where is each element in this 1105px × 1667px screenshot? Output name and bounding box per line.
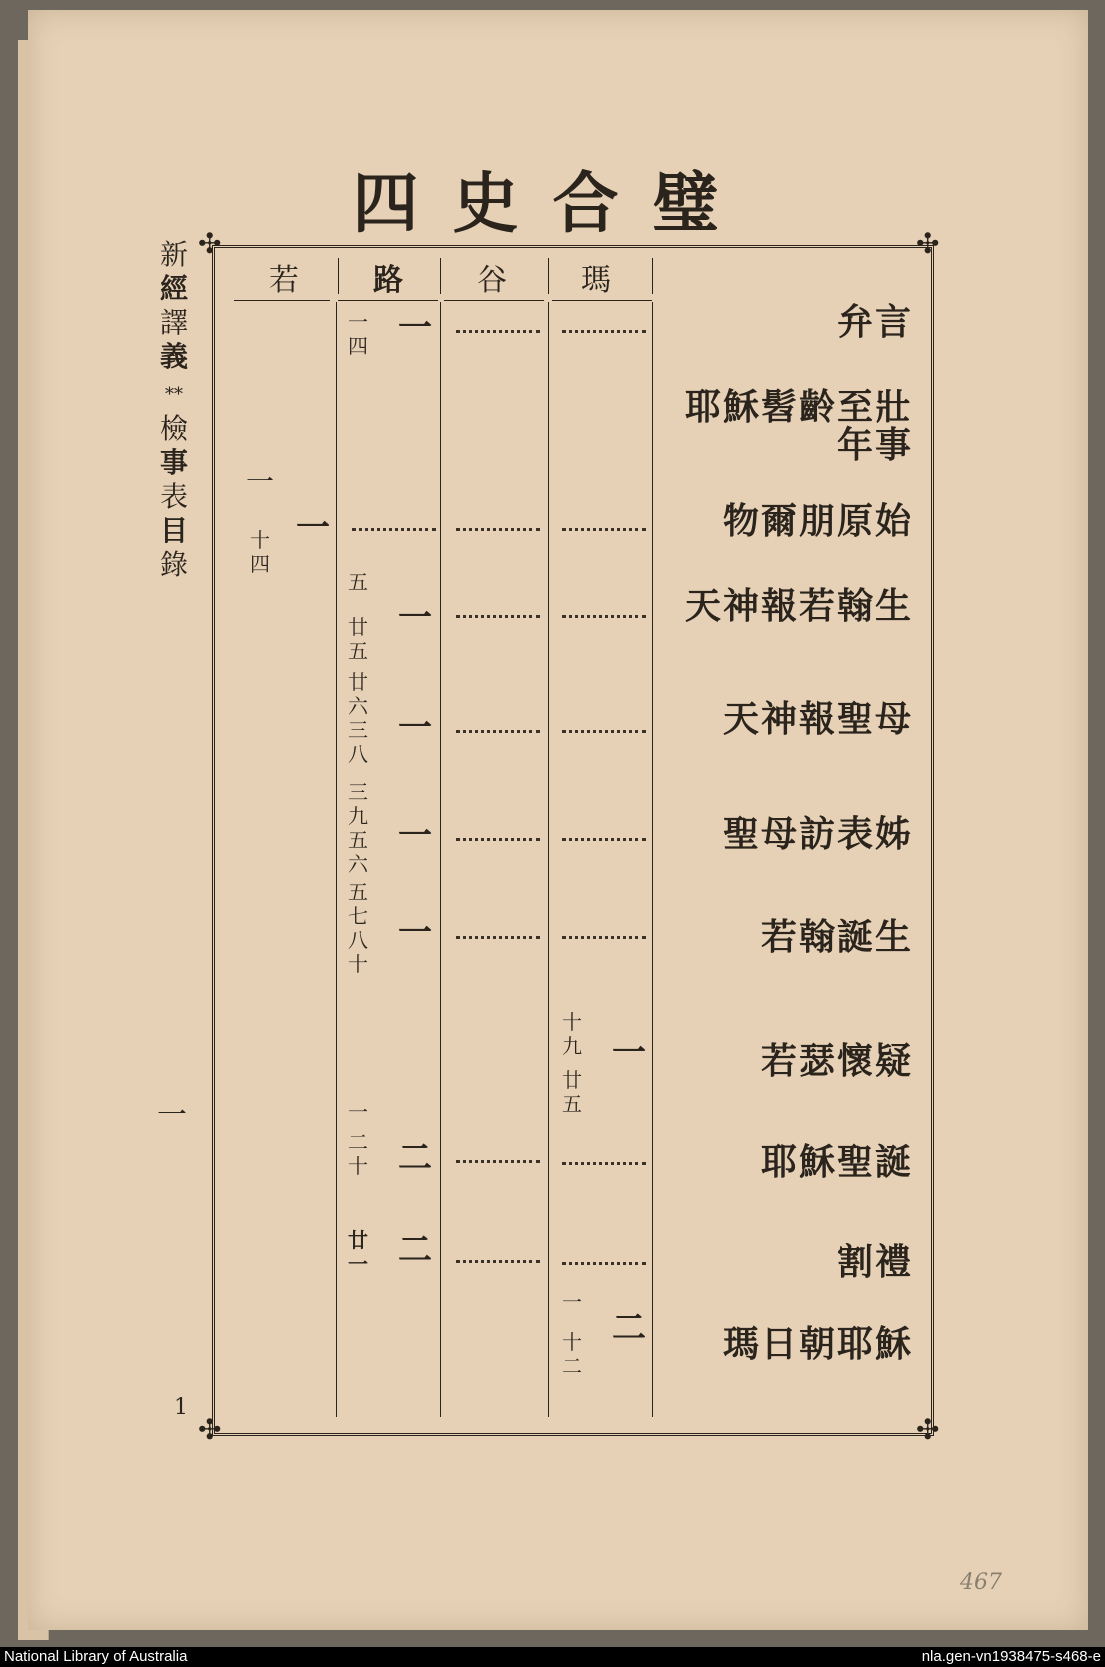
dot-leader bbox=[456, 615, 540, 618]
sidebar-char: 經 bbox=[159, 272, 188, 305]
footer-bar bbox=[0, 1647, 1105, 1667]
column-header-ruo: 若 bbox=[269, 263, 299, 298]
row-label: 若瑟懷疑 bbox=[760, 1040, 913, 1082]
verse-ref: 一 bbox=[562, 1290, 582, 1314]
corner-ornament: ✣ bbox=[198, 227, 222, 260]
column-divider bbox=[338, 258, 339, 294]
column-rule bbox=[440, 302, 441, 1417]
header-rule bbox=[234, 300, 330, 301]
verse-ref: 十九 bbox=[562, 1010, 582, 1058]
column-header-ma: 瑪 bbox=[581, 263, 611, 298]
chapter-marker: 一 bbox=[398, 708, 432, 748]
chapter-marker: 一 bbox=[296, 508, 330, 548]
sidebar-char: 錄 bbox=[159, 548, 188, 581]
verse-ref: 十二 bbox=[562, 1330, 582, 1378]
verse-ref: 廿一 bbox=[348, 1228, 368, 1276]
sidebar-char: 譯 bbox=[159, 306, 188, 339]
sidebar-char: 事 bbox=[159, 446, 188, 479]
row-label: 天神報若翰生 bbox=[684, 585, 913, 627]
dot-leader bbox=[562, 330, 646, 333]
row-label: 天神報聖母 bbox=[722, 698, 913, 740]
verse-ref: 廿六三八 bbox=[348, 670, 368, 766]
sidebar-char: * bbox=[174, 384, 183, 405]
dot-leader bbox=[456, 936, 540, 939]
dot-leader bbox=[562, 1262, 646, 1265]
verse-ref: 一 bbox=[348, 1100, 368, 1124]
column-header-lu: 路 bbox=[373, 263, 403, 298]
footer-id: nla.gen-vn1938475-s468-e bbox=[921, 1648, 1101, 1665]
chapter-marker: 二 bbox=[612, 1308, 646, 1348]
corner-ornament: ✣ bbox=[916, 1413, 940, 1446]
row-label: 瑪日朝耶穌 bbox=[722, 1323, 913, 1365]
dot-leader bbox=[456, 730, 540, 733]
column-rule bbox=[652, 302, 653, 1417]
verse-ref: 五七八十 bbox=[348, 880, 368, 976]
column-rule bbox=[336, 302, 337, 1417]
dot-leader bbox=[562, 615, 646, 618]
page-title: 四史合璧 bbox=[352, 164, 753, 242]
verse-ref: 廿五 bbox=[348, 615, 368, 663]
row-label: 割禮 bbox=[836, 1241, 913, 1283]
chapter-marker: 二 bbox=[398, 1230, 432, 1270]
dot-leader bbox=[456, 1260, 540, 1263]
sidebar-char: 目 bbox=[159, 514, 188, 547]
dot-leader bbox=[352, 528, 436, 531]
verse-ref: 三九五六 bbox=[348, 780, 368, 876]
verse-ref: 二十 bbox=[348, 1130, 368, 1178]
page-number: 1 bbox=[174, 1395, 188, 1420]
corner-ornament: ✣ bbox=[198, 1413, 222, 1446]
dot-leader bbox=[456, 330, 540, 333]
row-label: 弁言 bbox=[836, 301, 913, 343]
dot-leader bbox=[562, 1162, 646, 1165]
verse-ref: 五 bbox=[348, 570, 368, 594]
dot-leader bbox=[562, 528, 646, 531]
column-divider bbox=[548, 258, 549, 294]
chapter-marker: 一 bbox=[398, 913, 432, 953]
column-header-gu: 谷 bbox=[477, 263, 507, 298]
row-label: 耶穌聖誕 bbox=[760, 1141, 913, 1183]
dot-leader bbox=[562, 936, 646, 939]
row-label: 若翰誕生 bbox=[760, 916, 913, 958]
header-rule bbox=[552, 300, 652, 301]
sidebar-caption bbox=[157, 238, 191, 582]
row-label: 物爾朋原始 bbox=[722, 500, 913, 542]
sidebar-char: 義 bbox=[159, 340, 188, 373]
side-number: 一 bbox=[157, 1098, 187, 1133]
header-rule bbox=[444, 300, 544, 301]
chapter-marker: 一 bbox=[398, 598, 432, 638]
column-divider bbox=[440, 258, 441, 294]
sidebar-char: 新 bbox=[159, 238, 188, 271]
column-divider bbox=[652, 258, 653, 294]
dot-leader bbox=[456, 1160, 540, 1163]
dot-leader bbox=[562, 730, 646, 733]
chapter-marker: 一 bbox=[398, 816, 432, 856]
footer-source: National Library of Australia bbox=[4, 1648, 188, 1665]
chapter-marker: 一 bbox=[398, 308, 432, 348]
verse-ref: 一 bbox=[245, 465, 274, 498]
dot-leader bbox=[562, 838, 646, 841]
sidebar-char: 表 bbox=[159, 480, 188, 513]
handwritten-note: 467 bbox=[960, 1570, 1002, 1595]
verse-ref: 一四 bbox=[348, 310, 368, 358]
corner-ornament: ✣ bbox=[916, 227, 940, 260]
dot-leader bbox=[456, 838, 540, 841]
chapter-marker: 一 bbox=[612, 1033, 646, 1073]
sidebar-char: 檢 bbox=[159, 412, 188, 445]
chapter-marker: 二 bbox=[398, 1138, 432, 1178]
column-rule bbox=[548, 302, 549, 1417]
dot-leader bbox=[456, 528, 540, 531]
sidebar-char: * bbox=[165, 384, 174, 405]
verse-ref: 廿五 bbox=[562, 1068, 582, 1116]
row-label: 耶穌髫齡至壯年事 bbox=[684, 386, 913, 466]
verse-ref: 十四 bbox=[250, 528, 270, 576]
row-label: 聖母訪表姊 bbox=[722, 813, 913, 855]
